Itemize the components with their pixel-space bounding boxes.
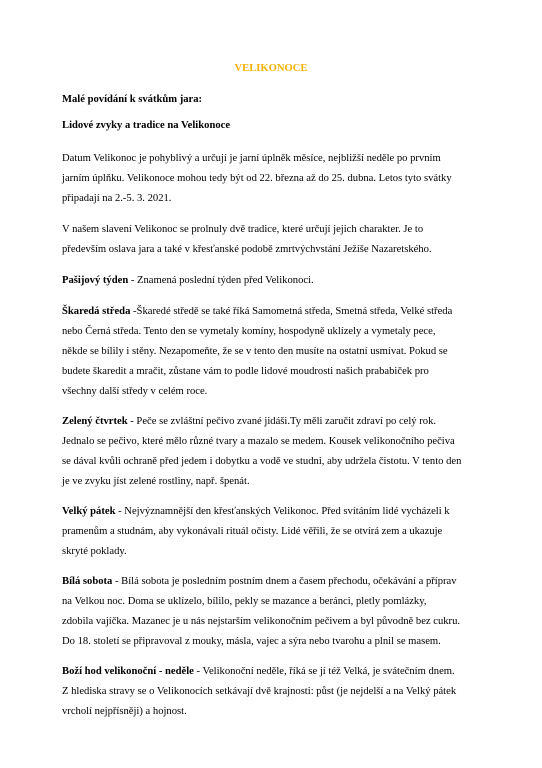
text-line: Boží hod velikonoční - neděle - Velikonoční neděle, říká se jí též Velká, je svátečním dnem.: [62, 666, 455, 677]
document-title: VELIKONOCE: [234, 63, 308, 74]
text-line: připadají na 2.-5. 3. 2021.: [62, 193, 172, 204]
text-line: V našem slavení Velikonoc se prolnuly dvě tradice, které určují jejich charakter. Je to: [62, 224, 424, 235]
text-line: Zelený čtvrtek - Peče se zvláštní pečivo zvané jidáši.Ty měli zaručit zdraví po celý rok.: [62, 416, 437, 427]
section-term: Pašijový týden: [62, 275, 129, 286]
section-zeleny-ctvrtek: [62, 412, 482, 492]
text-line: skryté poklady.: [62, 546, 127, 557]
paragraph-date: [62, 149, 482, 209]
text-line: Bílá sobota - Bílá sobota je posledním postním dnem a časem přechodu, očekávání a příprav: [62, 576, 457, 587]
section-term: Bílá sobota: [62, 576, 113, 587]
section-pasijovy-tyden: [62, 271, 482, 291]
text-line: Velký pátek - Nejvýznamnější den křesťanských Velikonoc. Před svítáním lidé vycházeli k: [62, 506, 450, 517]
text-line: někde se bílily i stěny. Nezapomeňte, že se v tento den musíte na ostatní usmívat. Pokud se: [62, 346, 448, 357]
text-line: budete škaredit a mračit, zůstane vám to podle lidové moudrosti našich prababiček pro: [62, 366, 429, 377]
text-line: Z hlediska stravy se o Velikonocích setkávají dvě krajnosti: půst (je nejdelší a na Velký pátek: [62, 686, 457, 697]
text-line: na Velkou noc. Doma se uklízelo, bílilo, pekly se mazance a beránci, pletly pomlázky,: [62, 596, 427, 607]
text-line: pramenům a studnám, aby vykonávali rituál očisty. Lidé věřili, že se otvírá zem a ukazuje: [62, 526, 443, 537]
paragraph-traditions: [62, 220, 482, 260]
section-bozi-hod: [62, 662, 482, 722]
subtitle-small-talk: Malé povídání k svátkům jara:: [62, 94, 203, 105]
text-line: Škaredá středa -Škaredé středě se také říká Samometná středa, Smetná středa, Velké středa: [62, 306, 453, 317]
text-line: Jednalo se pečivo, které mělo různé tvary a mazalo se medem. Kousek velikonočního pečiva: [62, 436, 455, 447]
section-bila-sobota: [62, 572, 482, 652]
section-term: Zelený čtvrtek: [62, 416, 128, 427]
text-line: nebo Černá středa. Tento den se vymetaly komíny, hospodyně uklízely a vymetaly pece,: [62, 326, 436, 337]
section-term: Velký pátek: [62, 506, 116, 517]
text-line: zdobila vajíčka. Mazanec je u nás nejstarším velikonočním pečivem a byl původně bez cukru.: [62, 616, 461, 627]
text-line: vrcholí nejpřísněji) a hojnost.: [62, 706, 187, 717]
section-velky-patek: [62, 502, 482, 562]
text-line: se dával kvůli ochraně před jedem i dobytku a vodě ve studni, aby udržela čistotu. V tento den: [62, 456, 462, 467]
text-line: je ve zvyku jíst zelené rostliny, např. špenát.: [62, 476, 250, 487]
section-term: Škaredá středa: [62, 306, 131, 317]
text-line: Pašijový týden - Znamená poslední týden před Velikonoci.: [62, 275, 314, 286]
text-line: Do 18. století se připravoval z mouky, másla, vajec a sýra nebo tvarohu a plnil se masem.: [62, 636, 441, 647]
text-line: všechny další středy v celém roce.: [62, 386, 208, 397]
text-line: především oslava jara a také v křesťanské podobě zmrtvýchvstání Ježíše Nazaretského.: [62, 244, 432, 255]
text-line: Datum Velikonoc je pohyblivý a určují je jarní úplněk měsíce, nejbližší neděle po prvním: [62, 153, 441, 164]
section-skareda-streda: [62, 302, 482, 402]
text-line: jarním úplňku. Velikonoce mohou tedy být od 22. března až do 25. dubna. Letos tyto svátky: [62, 173, 452, 184]
subtitle-customs: Lidové zvyky a tradice na Velikonoce: [62, 120, 231, 131]
section-term: Boží hod velikonoční - neděle: [62, 666, 194, 677]
